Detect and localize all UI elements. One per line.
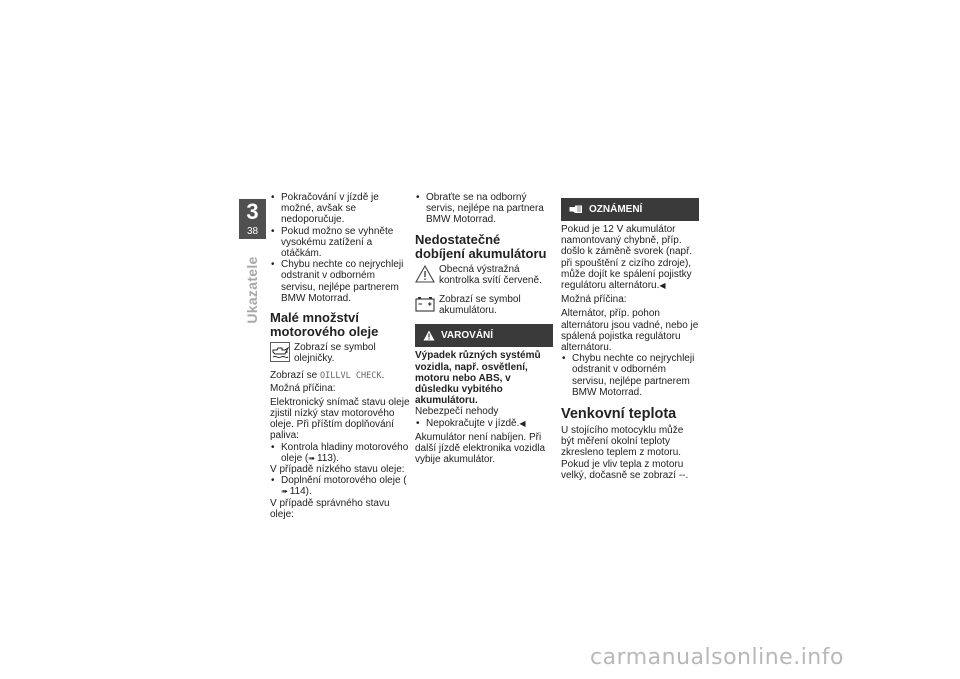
notice-banner: OZNÁMENÍ	[561, 198, 699, 221]
section-label: Ukazatele	[244, 256, 260, 324]
temperature-text: U stojícího motocyklu může být měření okolní teploty zkresleno teplem z motoru. Pokud je vliv tepla z motoru velký, dočasně se zobrazí --.	[561, 425, 689, 481]
bullet-list-fill	[270, 475, 410, 497]
watermark: carmanualsonline.info	[590, 645, 844, 670]
cause-text: Elektronický snímač stavu oleje zjistil nízký stav motorového oleje. Při příštím doplňování paliva:	[270, 396, 410, 442]
section-heading-battery: Nedostatečné dobíjení akumulátoru	[415, 231, 547, 261]
column-3	[561, 192, 699, 481]
oil-icon-text: Zobrazí se symbol olejničky.	[294, 342, 376, 365]
correct-level-text: V případě správného stavu oleje:	[270, 497, 390, 520]
end-mark-icon: ◀	[659, 281, 666, 291]
page-ref-arrow-icon: ➠	[308, 453, 315, 463]
section-heading-temperature: Venkovní teplota	[561, 406, 677, 423]
list-item: • Kontrola hladiny motorového oleje (➠ 113).	[270, 442, 410, 464]
page-ref-link[interactable]: 114).	[289, 486, 312, 498]
cause-text: Alternátor, příp. pohon alternátoru jsou vadné, nebo je spálená pojistka regulátoru alternátoru.	[561, 308, 699, 354]
display-code: OILLVL CHECK	[320, 371, 382, 382]
list-item: • Pokud možno se vyhněte vysokému zatížení a otáčkám.	[270, 226, 410, 260]
list-item: • Obraťte se na odborný servis, nejlépe na partnera BMW Motorrad.	[415, 192, 553, 226]
notice-text: Pokud je 12 V akumulátor namontovaný chybně, příp. došlo k záměně svorek (např. při spouštění z cizího zdroje), může dojít ke spálení pojistky regulátoru alternátoru.◀	[561, 224, 693, 292]
warning-bullet-list	[415, 418, 553, 429]
battery-icon-text: Zobrazí se symbol akumulátoru.	[439, 294, 521, 317]
page-ref-link[interactable]: 113).	[316, 452, 340, 464]
battery-icon	[415, 294, 435, 314]
list-item: • Doplnění motorového oleje (➠ 114).	[270, 475, 410, 497]
list-item: • Pokračování v jízdě je možné, avšak se nedoporučuje.	[270, 192, 410, 226]
bullet-list-top	[415, 192, 553, 226]
oil-icon-row	[270, 342, 410, 364]
cause-label: Možná příčina:	[561, 294, 627, 306]
battery-body-text: Akumulátor není nabíjen. Při další jízdě elektronika vozidla vybije akumulátor.	[415, 431, 546, 466]
section-heading-oil: Malé množství motorového oleje	[270, 310, 379, 340]
cause-label: Možná příčina:	[270, 382, 336, 394]
display-line: Zobrazí se OILLVL CHECK.	[270, 370, 385, 382]
page-number: 38	[246, 226, 259, 237]
column-2	[415, 192, 553, 465]
warning-title: Výpadek různých systémů vozidla, např. osvětlení, motoru nebo ABS, v důsledku vybitého akumulátoru.	[415, 350, 541, 407]
bullet-list-top	[270, 192, 410, 304]
bullet-list-check	[270, 442, 410, 464]
warning-triangle-icon	[423, 330, 435, 341]
warning-danger: Nebezpečí nehody	[415, 406, 499, 418]
end-mark-icon: ◀	[519, 418, 526, 428]
column-1	[270, 192, 410, 520]
low-level-text: V případě nízkého stavu oleje:	[270, 464, 405, 476]
bullet-list-fix	[561, 353, 699, 398]
hand-notice-icon	[569, 204, 583, 215]
battery-icon-row	[415, 294, 553, 316]
list-item: • Chybu nechte co nejrychleji odstranit v odborném servisu, nejlépe partnerem BMW Motorrad.	[270, 259, 410, 304]
general-warning-icon	[415, 264, 435, 284]
list-item: • Chybu nechte co nejrychleji odstranit v odborném servisu, nejlépe partnerem BMW Motorrad.	[561, 353, 699, 398]
warning-icon-text: Obecná výstražná kontrolka svítí červeně.	[439, 263, 542, 286]
list-item: • Nepokračujte v jízdě.◀	[415, 418, 553, 429]
warning-banner: VAROVÁNÍ	[415, 324, 553, 347]
page-ref-arrow-icon: ➠	[281, 487, 288, 497]
oil-can-icon	[270, 342, 290, 362]
chapter-tab	[239, 199, 266, 239]
chapter-number: 3	[246, 199, 259, 224]
warning-icon-row	[415, 264, 553, 286]
